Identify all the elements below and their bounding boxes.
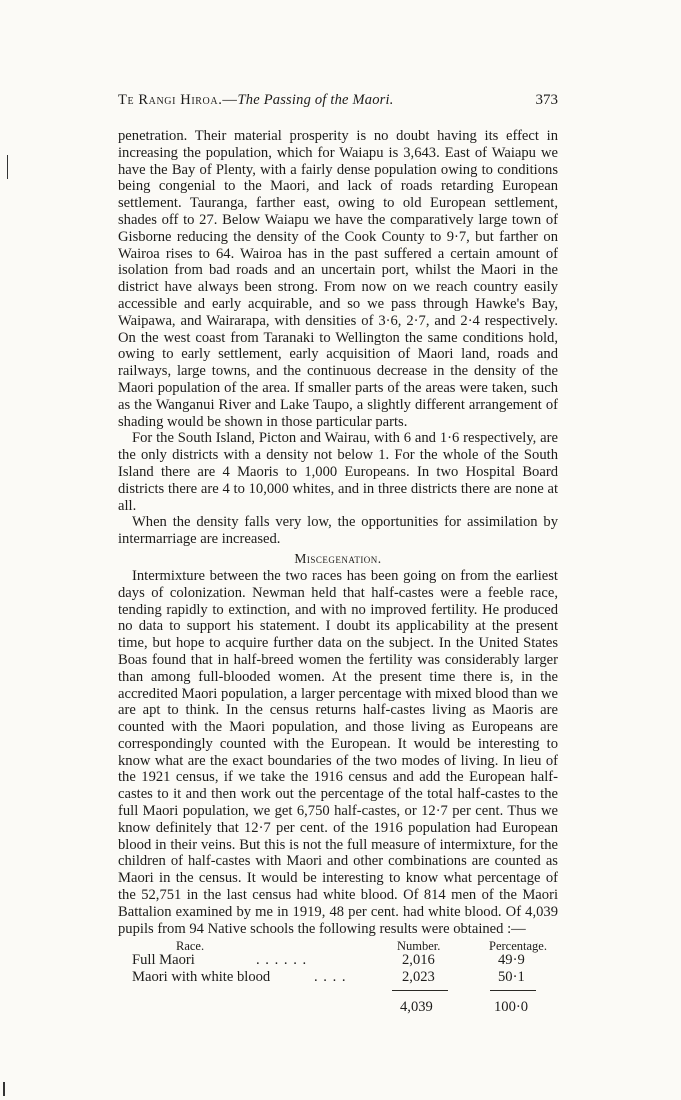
table-header-number: Number.: [397, 939, 441, 954]
table-header-percentage: Percentage.: [489, 939, 547, 954]
table-row-full-maori-percentage: 49·9: [498, 952, 525, 969]
running-head-author: Te Rangi Hiroa.—: [118, 92, 238, 108]
paragraph-south-island: For the South Island, Picton and Wairau, with 6 and 1·6 respectively, are the only districts with a density not below 1. For the whole of the South Island there are 4 Maoris to 1,000 Europeans. In two Hospital Board districts there are 4 to 10,000 whites, and in three districts there are none at all.: [118, 430, 558, 514]
table-row-white-blood-percentage: 50·1: [498, 969, 525, 986]
table-total-percentage: 100·0: [494, 999, 529, 1016]
table-rule-number: [392, 990, 448, 991]
table-rule-percentage: [490, 990, 536, 991]
running-head: [118, 92, 394, 109]
table-row-white-blood-number: 2,023: [402, 969, 435, 986]
results-table: [118, 938, 558, 1018]
table-row-white-blood-race: Maori with white blood: [132, 969, 271, 986]
table-total-number: 4,039: [400, 999, 433, 1016]
page-number: 373: [535, 92, 558, 108]
paragraph-density: When the density falls very low, the opportunities for assimilation by intermarriage are increased.: [118, 514, 558, 548]
paragraph-miscegenation: Intermixture between the two races has been going on from the earliest days of colonization. Newman held that half-castes were a feeble race, tending rapidly to extinction, and with no improved fertility. He produced no data to support his statement. I doubt its applicability at the present time, but hope to acquire further data on the subject. In the United States Boas found that in half-breed women the fertility was considerably larger than among full-blooded women. At the present time there is, in the accredited Maori population, a larger percentage with mixed blood than we are apt to think. In the census returns half-castes living as Maoris are counted with the Maori population, and those living as Europeans are correspondingly counted with the European. It would be interesting to know what are the exact boundaries of the two modes of living. In lieu of the 1921 census, if we take the 1916 census and add the European half-castes to it and then work out the percentage of the total half-castes to the full Maori population, we get 6,750 half-castes, or 12·7 per cent. Thus we know definitely that 12·7 per cent. of the 1916 population had European blood in their veins. But this is not the full measure of intermixture, for the children of half-castes with Maori and other combinations are counted as Maori in the census. It would be interesting to know what percentage of the 52,751 in the last census had white blood. Of 814 men of the Maori Battalion examined by me in 1919, 48 per cent. had white blood. Of 4,039 pupils from 94 Native schools the following results were obtained :—: [118, 567, 558, 937]
table-row-full-maori-leader: . . . . . .: [256, 952, 308, 969]
table-header-race: Race.: [176, 939, 205, 954]
body-text: [118, 128, 558, 1018]
paragraph-continuation: penetration. Their material prosperity is no doubt having its effect in increasing the population, which for Waiapu is 3,643. East of Waiapu we have the Bay of Plenty, with a fairly dense population owing to conditions being congenial to the Maori, and lack of roads retarding European settlement. Tauranga, farther east, owing to old European settlement, shades off to 27. Below Waiapu we have the comparatively large town of Gisborne reducing the density of the Cook County to 9·7, but farther on Wairoa rises to 64. Wairoa has in the past suffered a certain amount of isolation from bad roads and an uncertain port, whilst the Maori in the district have always been strong. From now on we reach country easily accessible and early acquirable, and so we pass through Hawke's Bay, Waipawa, and Wairarapa, with densities of 3·6, 2·7, and 2·4 respectively. On the west coast from Taranaki to Wellington the same conditions hold, owing to early settlement, early acquisition of Maori land, roads and railways, large towns, and the continuous decrease in the density of the Maori population of the area. If smaller parts of the areas were taken, such as the Wanganui River and Lake Taupo, a slightly different arrangement of shading would be shown in those particular parts.: [118, 128, 558, 430]
scan-margin-mark: [7, 155, 8, 179]
running-head-title: The Passing of the Maori.: [237, 92, 394, 108]
scan-edge-mark: [3, 1082, 5, 1096]
table-row-full-maori-number: 2,016: [402, 952, 435, 969]
running-header: [118, 92, 558, 114]
section-heading: Miscegenation.: [294, 550, 382, 566]
table-row-white-blood-leader: . . . .: [314, 969, 347, 986]
table-row-full-maori-race: Full Maori: [132, 952, 195, 969]
